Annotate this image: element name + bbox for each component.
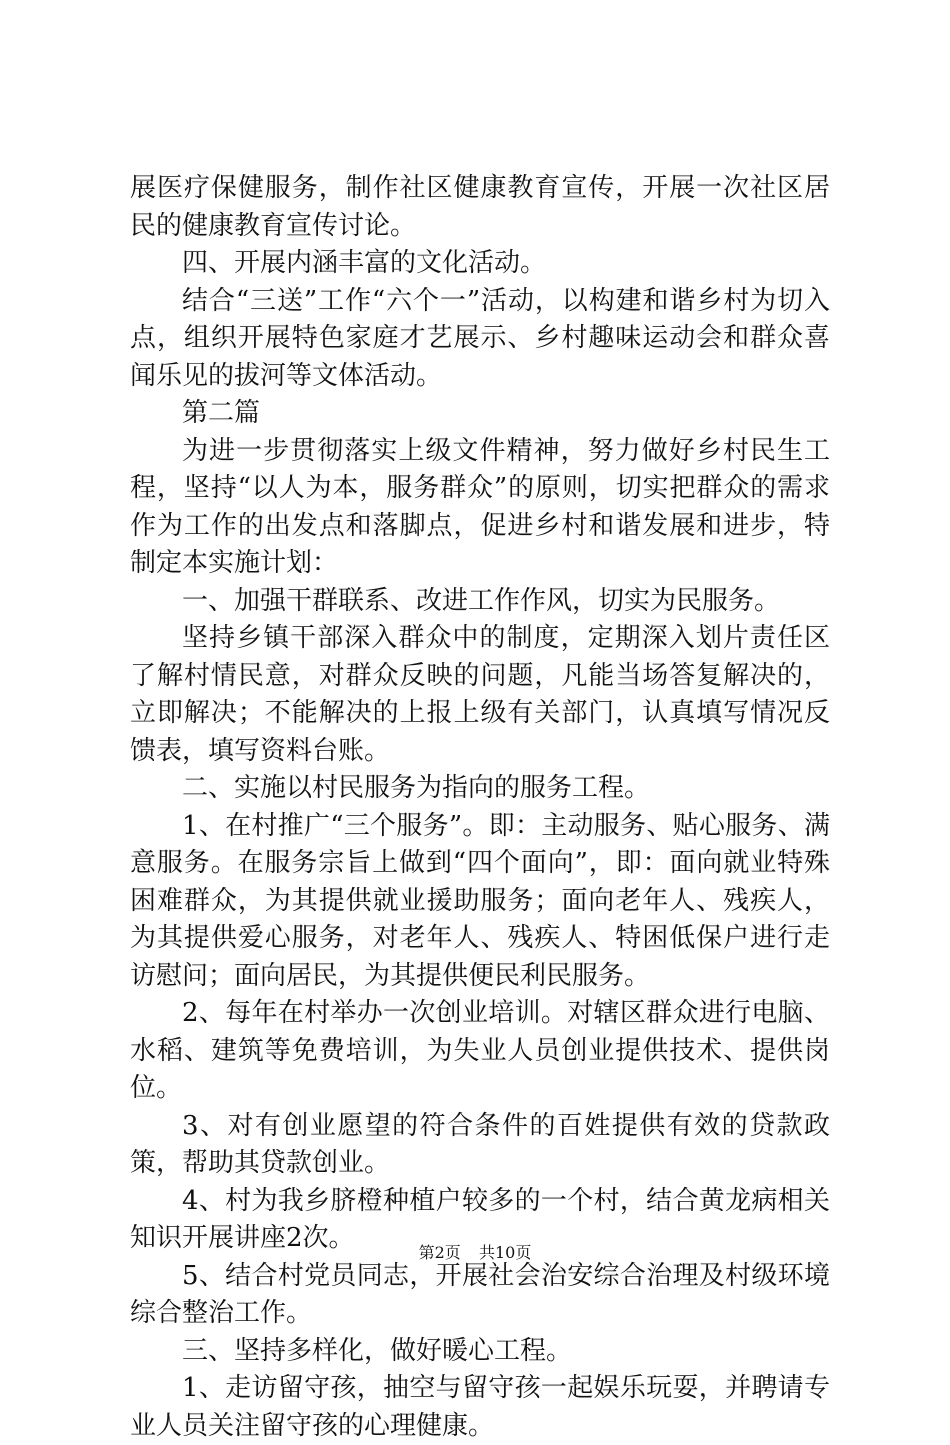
paragraph: 4、村为我乡脐橙种植户较多的一个村，结合黄龙病相关知识开展讲座2次。 <box>130 1185 830 1253</box>
paragraph: 结合“三送”工作“六个一”活动，以构建和谐乡村为切入点，组织开展特色家庭才艺展示、乡村趣味运动会和群众喜闻乐见的拔河等文体活动。 <box>130 285 830 391</box>
paragraph: 一、加强干群联系、改进工作作风，切实为民服务。 <box>182 585 781 616</box>
paragraph: 1、走访留守孩，抽空与留守孩一起娱乐玩耍，并聘请专业人员关注留守孩的心理健康。 <box>130 1373 830 1441</box>
paragraph: 2、每年在村举办一次创业培训。对辖区群众进行电脑、水稻、建筑等免费培训，为失业人员创业提供技术、提供岗位。 <box>130 998 830 1103</box>
page-footer <box>0 1243 950 1263</box>
page-number: 第2页 <box>418 1243 461 1262</box>
page-total: 共10页 <box>479 1243 532 1262</box>
paragraph: 3、对有创业愿望的符合条件的百姓提供有效的贷款政策，帮助其贷款创业。 <box>130 1110 830 1178</box>
paragraph: 三、坚持多样化，做好暖心工程。 <box>182 1335 573 1366</box>
paragraph: 1、在村推广“三个服务”。即：主动服务、贴心服务、满意服务。在服务宗旨上做到“四个面向”，即：面向就业特殊困难群众，为其提供就业援助服务；面向老年人、残疾人，为其提供爱心服务，对老年人、残疾人、特困低保户进行走访慰问；面向居民，为其提供便民利民服务。 <box>130 810 830 991</box>
paragraph: 二、实施以村民服务为指向的服务工程。 <box>182 773 651 803</box>
paragraph: 展医疗保健服务，制作社区健康教育宣传，开展一次社区居民的健康教育宣传讨论。 <box>130 173 830 241</box>
paragraph: 坚持乡镇干部深入群众中的制度，定期深入划片责任区了解村情民意，对群众反映的问题，凡能当场答复解决的，立即解决；不能解决的上报上级有关部门，认真填写情况反馈表，填写资料台账。 <box>130 623 830 766</box>
paragraph: 5、结合村党员同志，开展社会治安综合治理及村级环境综合整治工作。 <box>130 1260 830 1328</box>
paragraph: 四、开展内涵丰富的文化活动。 <box>182 248 547 278</box>
paragraph: 第二篇 <box>182 398 261 428</box>
paragraph: 为进一步贯彻落实上级文件精神，努力做好乡村民生工程，坚持“以人为本，服务群众”的原则，切实把群众的需求作为工作的出发点和落脚点，促进乡村和谐发展和进步，特制定本实施计划： <box>130 435 830 578</box>
